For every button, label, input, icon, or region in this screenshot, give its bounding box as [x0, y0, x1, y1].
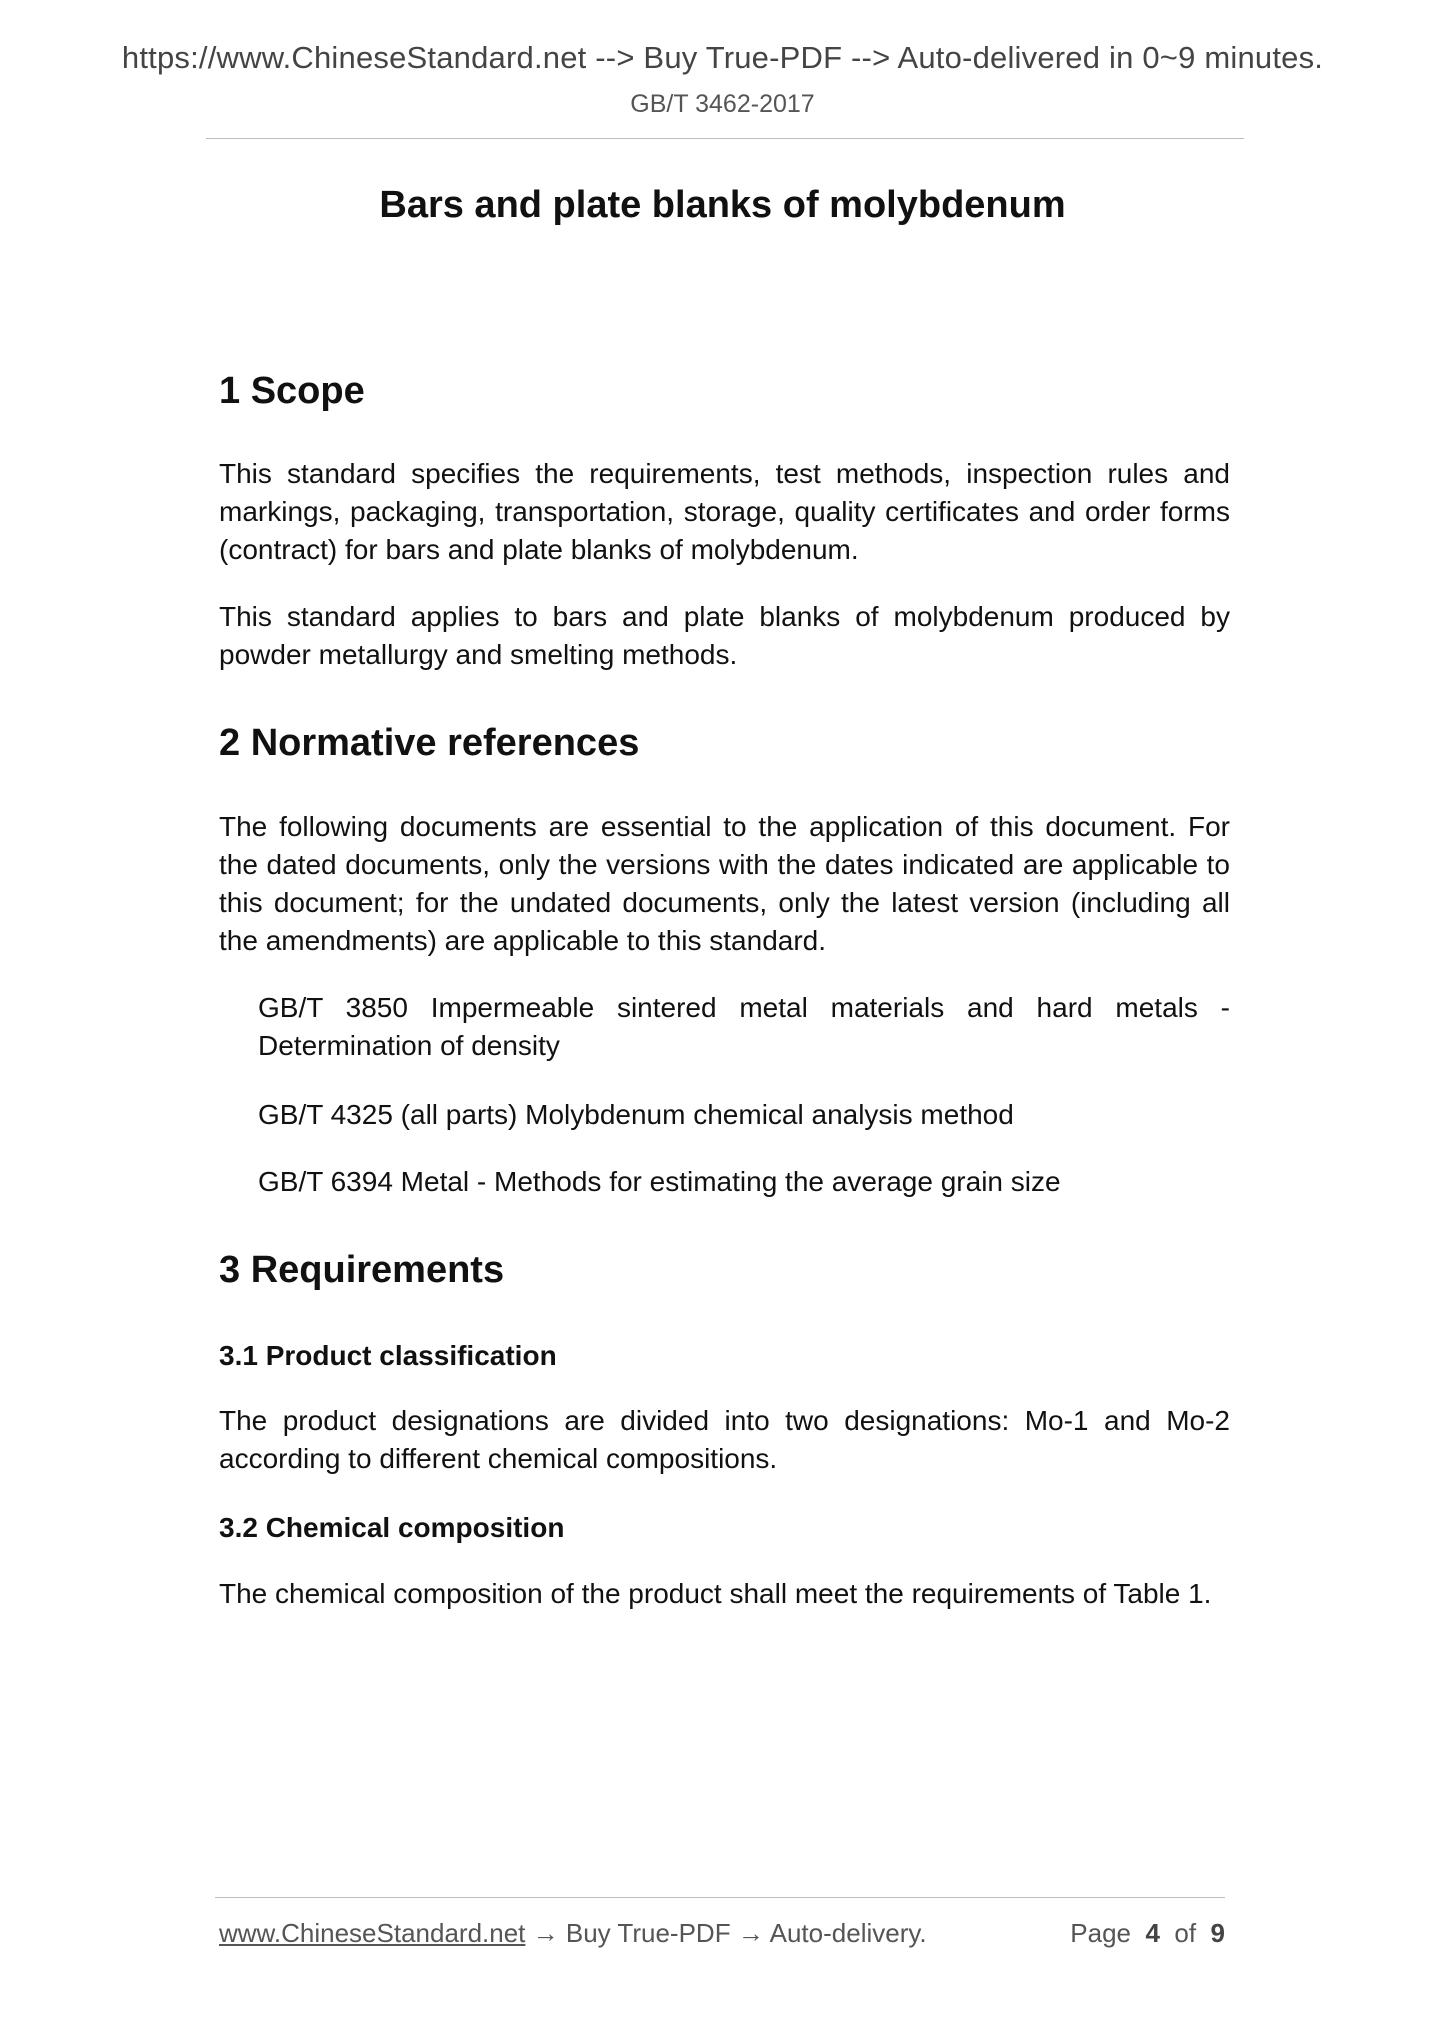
- page-footer: [219, 1918, 1225, 1949]
- footer-divider: [215, 1897, 1225, 1898]
- section-2-heading: 2 Normative references: [219, 722, 640, 764]
- section-3-heading: 3 Requirements: [219, 1249, 505, 1291]
- page-current: 4: [1145, 1918, 1160, 1948]
- subsection-3-1-heading: 3.1 Product classification: [219, 1340, 557, 1371]
- subsection-3-2-text: The chemical composition of the product shall meet the requirements of Table 1.: [219, 1578, 1212, 1609]
- reference-item: GB/T 6394 Metal - Methods for estimating the average grain size: [258, 1166, 1061, 1197]
- page-of: of: [1174, 1918, 1197, 1948]
- document-title: Bars and plate blanks of molybdenum: [379, 184, 1066, 226]
- reference-item: GB/T 3850 Impermeable sintered metal materials and hard metals - Determination of density: [258, 992, 1230, 1061]
- footer-delivery-text: Auto-delivery.: [769, 1918, 927, 1948]
- standard-code: GB/T 3462-2017: [630, 90, 815, 118]
- page-total: 9: [1210, 1918, 1225, 1948]
- scope-paragraph-2: This standard applies to bars and plate blanks of molybdenum produced by powder metallurgy and smelting methods.: [219, 601, 1230, 670]
- page-label: Page: [1070, 1918, 1132, 1948]
- header-divider: [206, 138, 1244, 139]
- arrow-right-icon: →: [737, 1918, 764, 1948]
- page-number: [1070, 1918, 1225, 1949]
- scope-paragraph-1: This standard specifies the requirements, test methods, inspection rules and markings, packaging, transportation, storage, quality certificates and order forms (contract) for bars and plate blanks of molybdenum.: [219, 458, 1230, 565]
- reference-item: GB/T 4325 (all parts) Molybdenum chemical analysis method: [258, 1099, 1014, 1130]
- section-1-heading: 1 Scope: [219, 370, 365, 412]
- footer-buy-text: Buy True-PDF: [565, 1918, 731, 1948]
- footer-site-link[interactable]: www.ChineseStandard.net: [219, 1918, 526, 1948]
- normative-paragraph: The following documents are essential to the application of this document. For the dated documents, only the versions with the dates indicated are applicable to this document; for the undated documents, only the latest version (including all the amendments) are applicable to this standard.: [219, 811, 1230, 956]
- top-banner[interactable]: https://www.ChineseStandard.net --> Buy True-PDF --> Auto-delivered in 0~9 minutes.: [121, 40, 1324, 75]
- subsection-3-1-text: The product designations are divided into two designations: Mo-1 and Mo-2 according to different chemical compositions.: [219, 1405, 1230, 1474]
- subsection-3-2-heading: 3.2 Chemical composition: [219, 1512, 565, 1543]
- arrow-right-icon: →: [532, 1918, 559, 1948]
